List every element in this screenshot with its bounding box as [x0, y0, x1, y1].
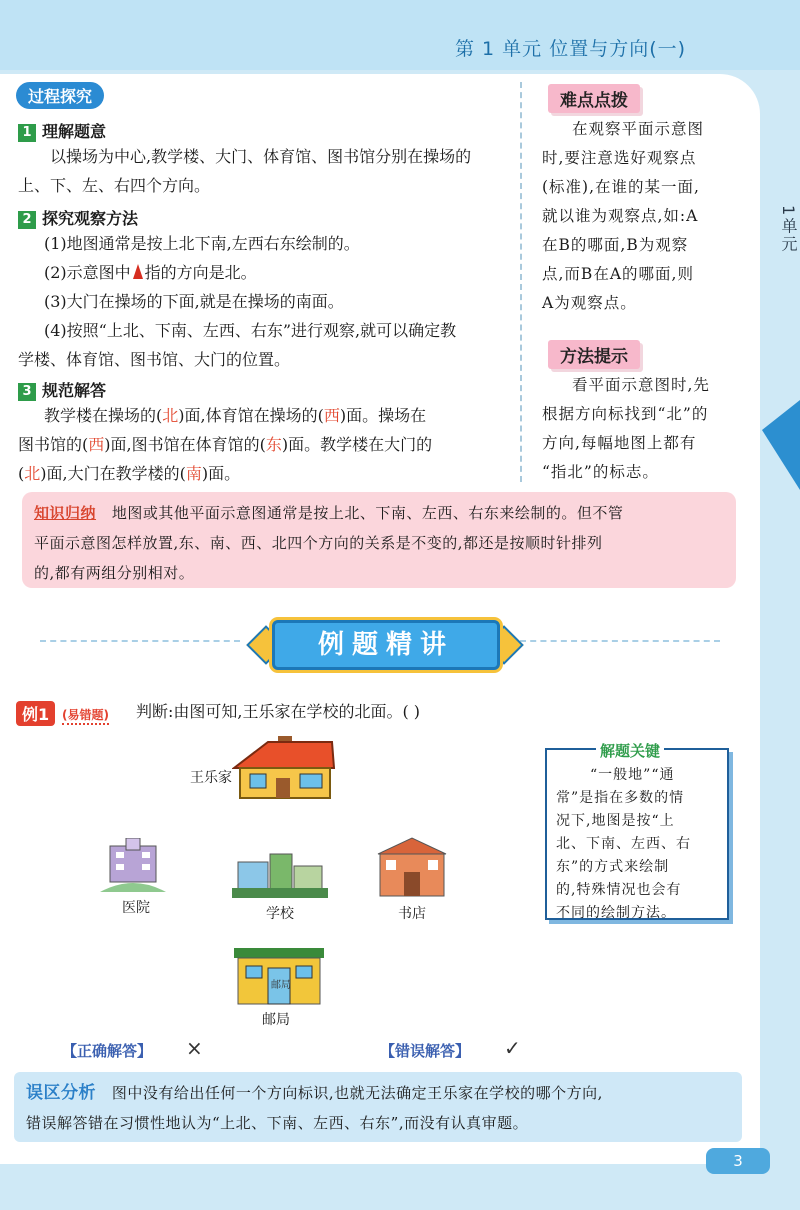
window-shape	[250, 774, 266, 788]
key-point-line: “一般地”“通	[590, 767, 675, 783]
step-1-title: 理解题意	[42, 122, 107, 141]
step-2-number: 2	[18, 211, 36, 229]
answer-line-1	[44, 401, 426, 430]
hospital-icon	[98, 838, 168, 894]
answer-text: 教学楼在操场的(	[44, 406, 163, 425]
analysis-line-2: 错误解答错在习惯性地认为“上北、下南、左西、右东”,而没有认真审题。	[26, 1114, 529, 1132]
answer-text: )面。教学楼在大门的	[281, 435, 433, 454]
example-label: 例1	[16, 701, 55, 726]
window-shape	[296, 966, 312, 978]
step-3-title: 规范解答	[42, 381, 107, 400]
example-section-banner: 例题精讲	[272, 620, 500, 670]
difficulty-line: 在观察平面示意图	[572, 120, 705, 138]
bookstore-label: 书店	[398, 906, 426, 922]
window-shape	[300, 774, 322, 788]
difficulty-line: 就以谁为观察点,如:A	[542, 207, 699, 225]
home-label: 王乐家	[190, 770, 232, 786]
answer-value: 南	[185, 464, 202, 483]
paragraph-1b: 上、下、左、右四个方向。	[18, 176, 211, 195]
correct-answer-label: 【正确解答】	[62, 1042, 153, 1060]
answer-line-3	[18, 459, 240, 488]
step-3-heading	[18, 378, 106, 401]
roof-shape	[234, 948, 324, 958]
roof-shape	[378, 838, 446, 854]
method-line-2	[44, 258, 257, 287]
unit-side-tab: 1单元	[779, 205, 798, 254]
school-icon	[232, 852, 328, 898]
answer-value: 北	[162, 406, 179, 425]
footer-band	[0, 1164, 800, 1210]
fence-shape	[232, 888, 328, 898]
cross-icon: ×	[186, 1036, 203, 1060]
house-icon	[232, 734, 336, 800]
step-2-title: 探究观察方法	[42, 209, 139, 228]
window-shape	[116, 864, 124, 870]
method-line-2-start: (2)示意图中	[44, 263, 131, 282]
window-shape	[142, 864, 150, 870]
post-office-sign: 邮局	[271, 980, 291, 991]
window-shape	[116, 852, 124, 858]
difficulty-line: 点,而B在A的哪面,则	[542, 265, 694, 283]
banner-dash-right	[520, 640, 720, 642]
method-tip-line: “指北”的标志。	[542, 463, 659, 481]
method-line-4b: 学楼、体育馆、图书馆、大门的位置。	[18, 350, 291, 369]
process-badge: 过程探究	[16, 82, 104, 109]
answer-text: )面,大门在教学楼的(	[40, 464, 186, 483]
example-tag: (易错题)	[62, 706, 109, 725]
summary-label: 知识归纳	[34, 504, 97, 522]
answer-text: )面。	[201, 464, 241, 483]
unit-title: 第 1 单元 位置与方向(一)	[455, 38, 687, 60]
paragraph-1a: 以操场为中心,教学楼、大门、体育馆、图书馆分别在操场的	[50, 147, 472, 166]
analysis-text: 图中没有给出任何一个方向标识,也就无法确定王乐家在学校的哪个方向,	[111, 1084, 603, 1102]
answer-text: )面,体育馆在操场的(	[178, 406, 324, 425]
example-question: 判断:由图可知,王乐家在学校的北面。( )	[136, 702, 421, 721]
window-shape	[428, 860, 438, 870]
difficulty-title: 难点点拨	[548, 84, 640, 113]
key-point-line: 的,特殊情况也会有	[556, 882, 682, 898]
banner-dash-left	[40, 640, 240, 642]
bookstore-icon	[372, 836, 452, 898]
method-tip-line: 看平面示意图时,先	[572, 376, 710, 394]
answer-value: 西	[323, 406, 340, 425]
difficulty-line: 在B的哪面,B为观察	[542, 236, 689, 254]
hospital-label: 医院	[122, 900, 150, 916]
summary-line-3: 的,都有两组分别相对。	[34, 564, 195, 582]
difficulty-line: A为观察点。	[542, 294, 637, 312]
answer-value: 北	[24, 464, 41, 483]
window-shape	[246, 966, 262, 978]
page-number: 3	[706, 1148, 770, 1174]
answer-line-2	[18, 430, 432, 459]
answer-text: 图书馆的(	[18, 435, 89, 454]
wrong-answer-label: 【错误解答】	[380, 1042, 471, 1060]
answer-value: 东	[265, 435, 282, 454]
answer-text: )面,图书馆在体育馆的(	[104, 435, 266, 454]
key-point-line: 东”的方式来绘制	[556, 859, 670, 875]
door-shape	[404, 872, 420, 896]
answer-text: )面。操场在	[339, 406, 427, 425]
step-2-heading	[18, 206, 138, 229]
roof-shape	[234, 742, 334, 768]
key-point-line: 北、下南、左西、右	[556, 836, 691, 852]
window-shape	[386, 860, 396, 870]
check-icon: ✓	[504, 1036, 521, 1060]
key-point-title: 解题关键	[596, 740, 664, 761]
step-3-number: 3	[18, 383, 36, 401]
method-tip-line: 方向,每幅地图上都有	[542, 434, 697, 452]
key-point-line: 常”是指在多数的情	[556, 790, 685, 806]
column-divider	[520, 82, 522, 482]
north-arrow-icon	[133, 264, 143, 279]
school-label: 学校	[266, 906, 294, 922]
building-shape	[238, 862, 268, 892]
key-point-line: 况下,地图是按“上	[556, 813, 675, 829]
post-office-label: 邮局	[262, 1012, 290, 1028]
window-shape	[142, 852, 150, 858]
key-point-line: 不同的绘制方法。	[556, 905, 676, 921]
difficulty-line: 时,要注意选好观察点	[542, 149, 697, 167]
lawn-shape	[100, 883, 166, 892]
method-tip-title: 方法提示	[548, 340, 640, 369]
method-line-4a: (4)按照“上北、下南、左西、右东”进行观察,就可以确定教	[44, 321, 457, 340]
summary-line-1	[34, 498, 623, 528]
step-1-number: 1	[18, 124, 36, 142]
answer-text: (	[18, 464, 25, 483]
summary-text: 地图或其他平面示意图通常是按上北、下南、左西、右东来绘制的。但不管	[111, 504, 624, 522]
door-shape	[276, 778, 290, 798]
side-tab-stripe	[762, 400, 800, 490]
method-line-1: (1)地图通常是按上北下南,左西右东绘制的。	[44, 234, 360, 253]
building-shape	[270, 854, 292, 892]
difficulty-line: (标准),在谁的某一面,	[542, 178, 700, 196]
analysis-label: 误区分析	[26, 1083, 96, 1103]
step-1-heading	[18, 119, 106, 142]
summary-line-2: 平面示意图怎样放置,东、南、西、北四个方向的关系是不变的,都还是按顺时针排列	[34, 534, 603, 552]
tower-shape	[126, 838, 140, 850]
answer-value: 西	[88, 435, 105, 454]
method-line-2-end: 指的方向是北。	[144, 263, 257, 282]
method-tip-line: 根据方向标找到“北”的	[542, 405, 709, 423]
method-line-3: (3)大门在操场的下面,就是在操场的南面。	[44, 292, 344, 311]
analysis-line-1	[26, 1078, 603, 1108]
